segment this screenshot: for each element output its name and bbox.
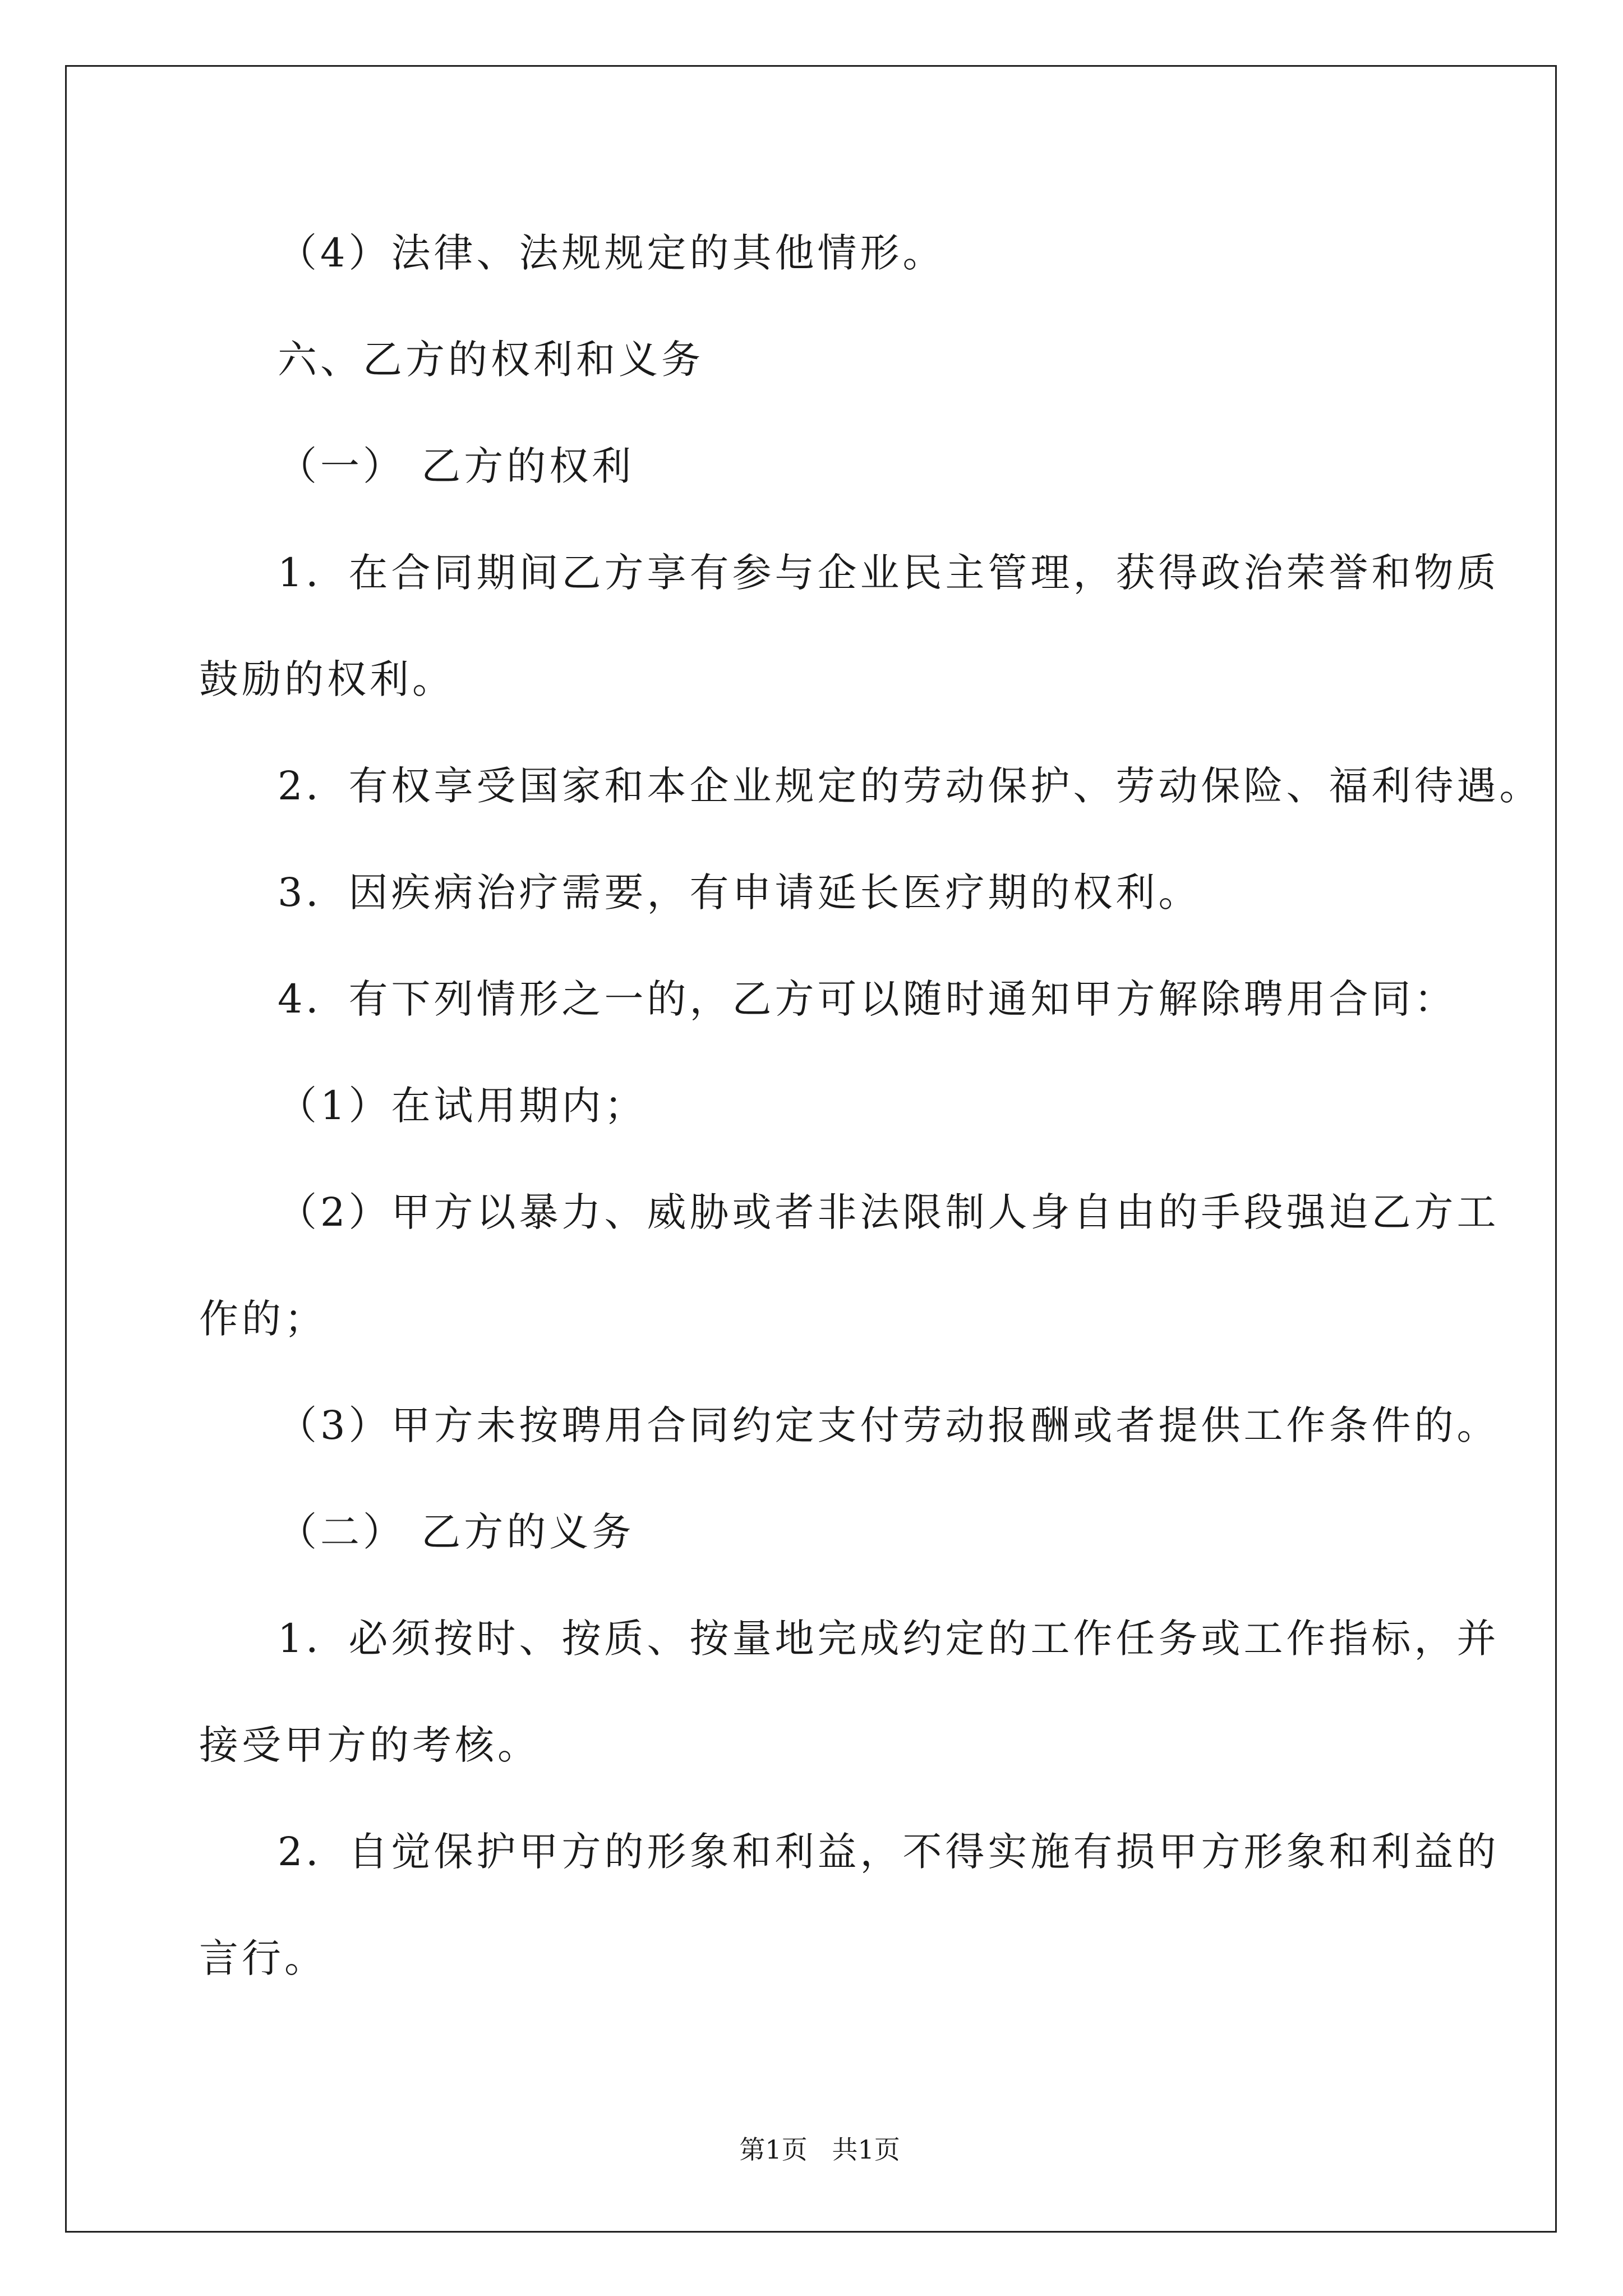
text-line: 4．有下列情形之一的，乙方可以随时通知甲方解除聘用合同： bbox=[278, 976, 1457, 1022]
text-line: 3．因疾病治疗需要，有申请延长医疗期的权利。 bbox=[278, 869, 1201, 915]
page-border bbox=[65, 65, 1557, 2233]
text-line: 2．自觉保护甲方的形象和利益，不得实施有损甲方形象和利益的 bbox=[278, 1829, 1500, 1875]
text-line: 1．在合同期间乙方享有参与企业民主管理，获得政治荣誉和物质 bbox=[278, 550, 1500, 596]
text-line: 1．必须按时、按质、按量地完成约定的工作任务或工作指标，并 bbox=[278, 1616, 1500, 1662]
text-line: （1）在试用期内； bbox=[278, 1083, 647, 1129]
section-heading: 六、乙方的权利和义务 bbox=[278, 337, 704, 383]
text-line: （4）法律、法规规定的其他情形。 bbox=[278, 230, 946, 276]
text-line: 接受甲方的考核。 bbox=[199, 1722, 540, 1768]
page-number: 第1页 共1页 bbox=[739, 2134, 900, 2165]
subsection-heading: （一） 乙方的权利 bbox=[278, 443, 635, 489]
text-line: 鼓励的权利。 bbox=[199, 656, 455, 702]
text-line: 作的； bbox=[199, 1296, 327, 1342]
text-line: 言行。 bbox=[199, 1935, 327, 1981]
text-line: （3）甲方未按聘用合同约定支付劳动报酬或者提供工作条件的。 bbox=[278, 1402, 1500, 1448]
page-footer bbox=[0, 2099, 1623, 2166]
text-line: 2．有权享受国家和本企业规定的劳动保护、劳动保险、福利待遇。 bbox=[278, 763, 1542, 809]
subsection-heading: （二） 乙方的义务 bbox=[278, 1509, 635, 1555]
text-line: （2）甲方以暴力、威胁或者非法限制人身自由的手段强迫乙方工 bbox=[278, 1189, 1500, 1235]
